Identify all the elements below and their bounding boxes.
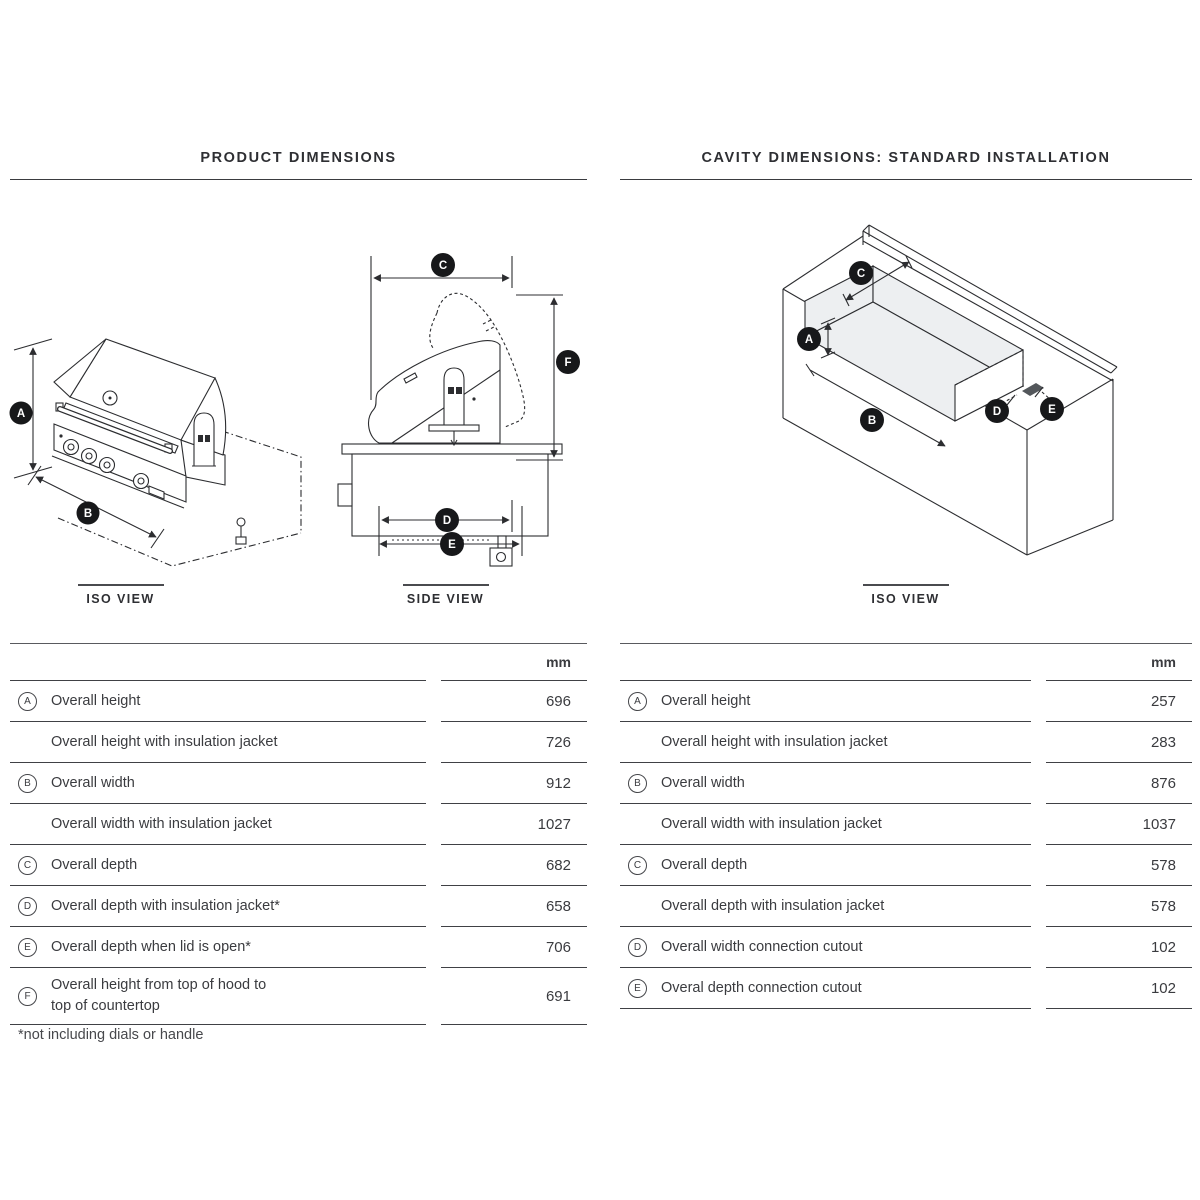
table-row: Overall height with insulation jacket 726 <box>10 722 587 763</box>
row-letter: B <box>18 774 37 793</box>
dim-label-e: E <box>448 539 456 551</box>
table-row: C Overall depth 682 <box>10 845 587 886</box>
table-row: D Overall depth with insulation jacket* 658 <box>10 886 587 927</box>
table-header-row <box>620 644 1192 681</box>
grill-iso-caption: ISO VIEW <box>58 584 183 606</box>
dim-label-d: D <box>992 406 1002 418</box>
grill-side-caption: SIDE VIEW <box>383 584 508 606</box>
table-row: Overall width with insulation jacket 1027 <box>10 804 587 845</box>
cavity-iso-caption: ISO VIEW <box>843 584 968 606</box>
right-title-rule <box>620 179 1192 180</box>
gas-pipe <box>498 536 506 548</box>
row-letter: C <box>628 856 647 875</box>
row-letter: D <box>628 938 647 957</box>
unit-header: mm <box>1046 644 1192 681</box>
dim-label-b: B <box>867 415 877 427</box>
dim-label-b: B <box>83 508 93 520</box>
dim-label-c: C <box>438 260 448 272</box>
table-row: A Overall height 257 <box>620 681 1192 722</box>
grill-body <box>52 339 226 508</box>
left-title-rule <box>10 179 587 180</box>
table-footnote: *not including dials or handle <box>18 1027 204 1043</box>
dim-label-a: A <box>16 408 26 420</box>
row-letter: C <box>18 856 37 875</box>
table-row: Overall width with insulation jacket 1037 <box>620 804 1192 845</box>
table-row: E Overal depth connection cutout 102 <box>620 968 1192 1009</box>
dim-label-d: D <box>442 515 452 527</box>
row-letter: B <box>628 774 647 793</box>
gas-valve <box>490 548 512 566</box>
cavity-iso-view-figure <box>745 215 1145 575</box>
product-dimensions-title: PRODUCT DIMENSIONS <box>200 150 397 166</box>
dim-label-f: F <box>564 357 572 369</box>
cavity-cutout <box>805 266 1023 421</box>
dim-label-e: E <box>1048 404 1056 416</box>
row-letter: F <box>18 987 37 1006</box>
dim-f <box>516 295 580 460</box>
table-row: B Overall width 912 <box>10 763 587 804</box>
row-letter: E <box>18 938 37 957</box>
dim-a <box>10 339 53 478</box>
unit-header: mm <box>441 644 587 681</box>
table-row: Overall depth with insulation jacket 578 <box>620 886 1192 927</box>
table-row: D Overall width connection cutout 102 <box>620 927 1192 968</box>
table-row: C Overall depth 578 <box>620 845 1192 886</box>
table-row: Overall height with insulation jacket 283 <box>620 722 1192 763</box>
dim-label-a: A <box>804 334 814 346</box>
dim-label-c: C <box>856 268 866 280</box>
table-row: E Overall depth when lid is open* 706 <box>10 927 587 968</box>
grill-side-view-figure <box>330 248 590 578</box>
cavity-dimensions-table <box>620 643 1192 1009</box>
table-row: F Overall height from top of hood to top of countertop 691 <box>10 968 587 1025</box>
grill-iso-view-figure <box>8 325 308 580</box>
row-letter: E <box>628 979 647 998</box>
product-dimensions-table <box>10 643 587 1025</box>
row-letter: A <box>628 692 647 711</box>
row-letter: D <box>18 897 37 916</box>
row-letter: A <box>18 692 37 711</box>
table-row: B Overall width 876 <box>620 763 1192 804</box>
cavity-dimensions-title: CAVITY DIMENSIONS: STANDARD INSTALLATION <box>701 150 1111 166</box>
rotisserie-motor <box>194 413 214 466</box>
control-panel <box>54 424 186 502</box>
table-header-row <box>10 644 587 681</box>
table-row: A Overall height 696 <box>10 681 587 722</box>
